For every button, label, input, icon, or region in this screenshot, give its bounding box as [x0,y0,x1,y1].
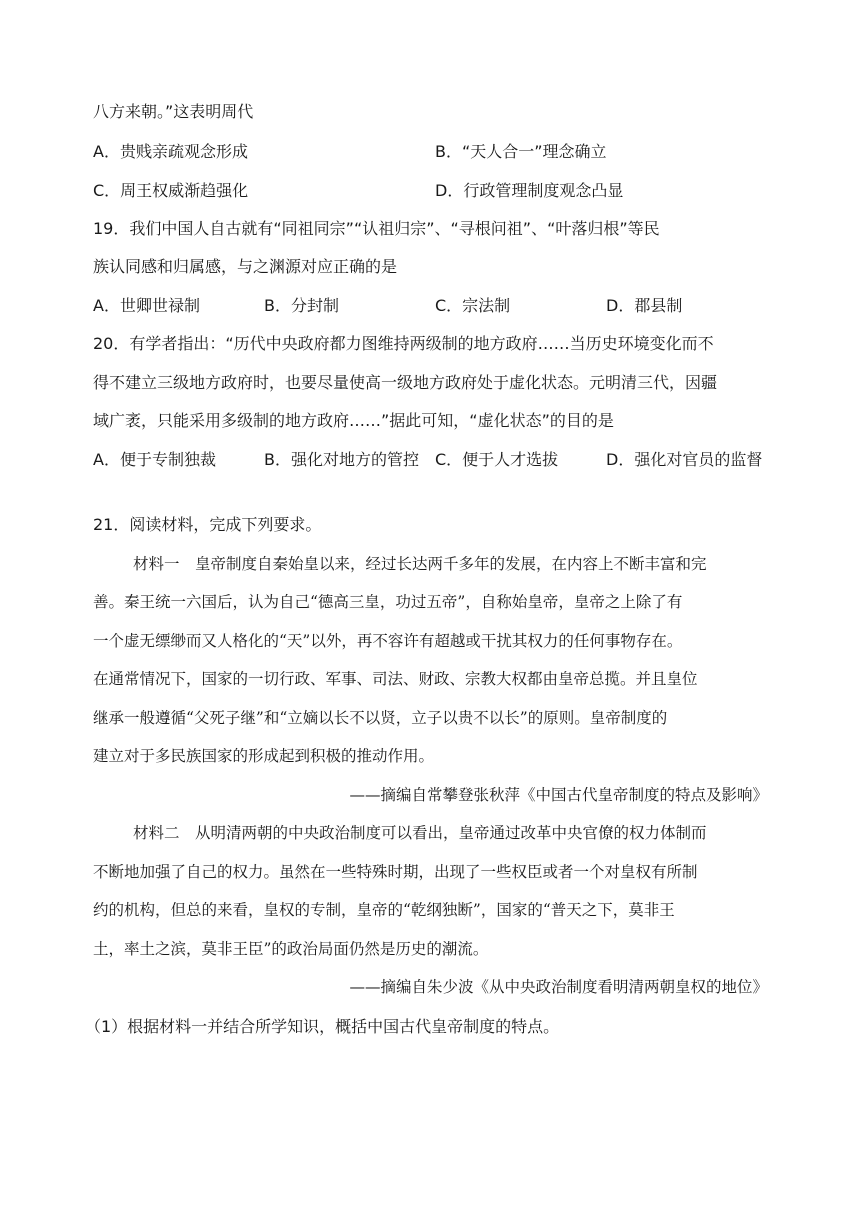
q20-option-d: D．强化对官员的监督 [606,450,763,469]
material1-line-3: 一个虚无缥缈而又人格化的“天”以外，再不容许有超越或干扰其权力的任何事物存在。 [93,632,683,650]
material1-line-6: 建立对于多民族国家的形成起到积极的推动作用。 [93,747,435,765]
q18-option-a: A．贵贱亲疏观念形成 [93,142,248,161]
q19-option-a: A．世卿世禄制 [93,296,200,315]
q21-stem: 21．阅读材料，完成下列要求。 [93,515,322,534]
q19-option-d: D．郡县制 [606,296,683,315]
q20-option-c: C．便于人才选拔 [435,450,559,469]
q20-option-a: A．便于专制独裁 [93,450,216,469]
material2-line-1: 材料二 从明清两朝的中央政治制度可以看出，皇帝通过改革中央官僚的权力体制而 [133,824,707,842]
q20-stem-line-3: 域广袤，只能采用多级制的地方政府……”据此可知，“虚化状态”的目的是 [93,411,614,430]
q19-option-c: C．宗法制 [435,296,511,315]
material1-line-5: 继承一般遵循“父死子继”和“立嫡以长不以贤，立子以贵不以长”的原则。皇帝制度的 [93,709,668,727]
material2-line-2: 不断地加强了自己的权力。虽然在一些特殊时期，出现了一些权臣或者一个对皇权有所制 [93,863,698,881]
material1-line-2: 善。秦王统一六国后，认为自己“德高三皇，功过五帝”，自称始皇帝，皇帝之上除了有 [93,593,683,611]
q18-stem-tail: 八方来朝。”这表明周代 [93,102,254,121]
material2-line-3: 约的机构，但总的来看，皇权的专制，皇帝的“乾纲独断”，国家的“普天之下，莫非王 [93,901,675,919]
q21-subquestion-1: （1）根据材料一并结合所学知识，概括中国古代皇帝制度的特点。 [85,1017,560,1036]
q19-option-b: B．分封制 [264,296,339,315]
material1-line-4: 在通常情况下，国家的一切行政、军事、司法、财政、宗教大权都由皇帝总揽。并且皇位 [93,670,698,688]
q20-stem-line-2: 得不建立三级地方政府时，也要尽量使高一级地方政府处于虚化状态。元明清三代，因疆 [93,373,718,392]
material1-line-1: 材料一 皇帝制度自秦始皇以来，经过长达两千多年的发展，在内容上不断丰富和完 [133,555,707,573]
material2-source: ——摘编自朱少波《从中央政治制度看明清两朝皇权的地位》 [349,978,768,996]
q20-stem-line-1: 20．有学者指出：“历代中央政府都力图维持两级制的地方政府……当历史环境变化而不 [93,334,714,353]
material1-source: ——摘编自常攀登张秋萍《中国古代皇帝制度的特点及影响》 [349,786,768,804]
q18-option-b: B．“天人合一”理念确立 [435,142,607,161]
q19-stem-line-1: 19．我们中国人自古就有“同祖同宗”“认祖归宗”、“寻根问祖”、“叶落归根”等民 [93,219,660,238]
q18-option-c: C．周王权威渐趋强化 [93,181,249,200]
q18-option-d: D．行政管理制度观念凸显 [435,181,624,200]
q19-stem-line-2: 族认同感和归属感，与之渊源对应正确的是 [93,257,398,276]
q20-option-b: B．强化对地方的管控 [264,450,419,469]
material2-line-4: 土，率土之滨，莫非王臣”的政治局面仍然是历史的潮流。 [93,940,489,958]
